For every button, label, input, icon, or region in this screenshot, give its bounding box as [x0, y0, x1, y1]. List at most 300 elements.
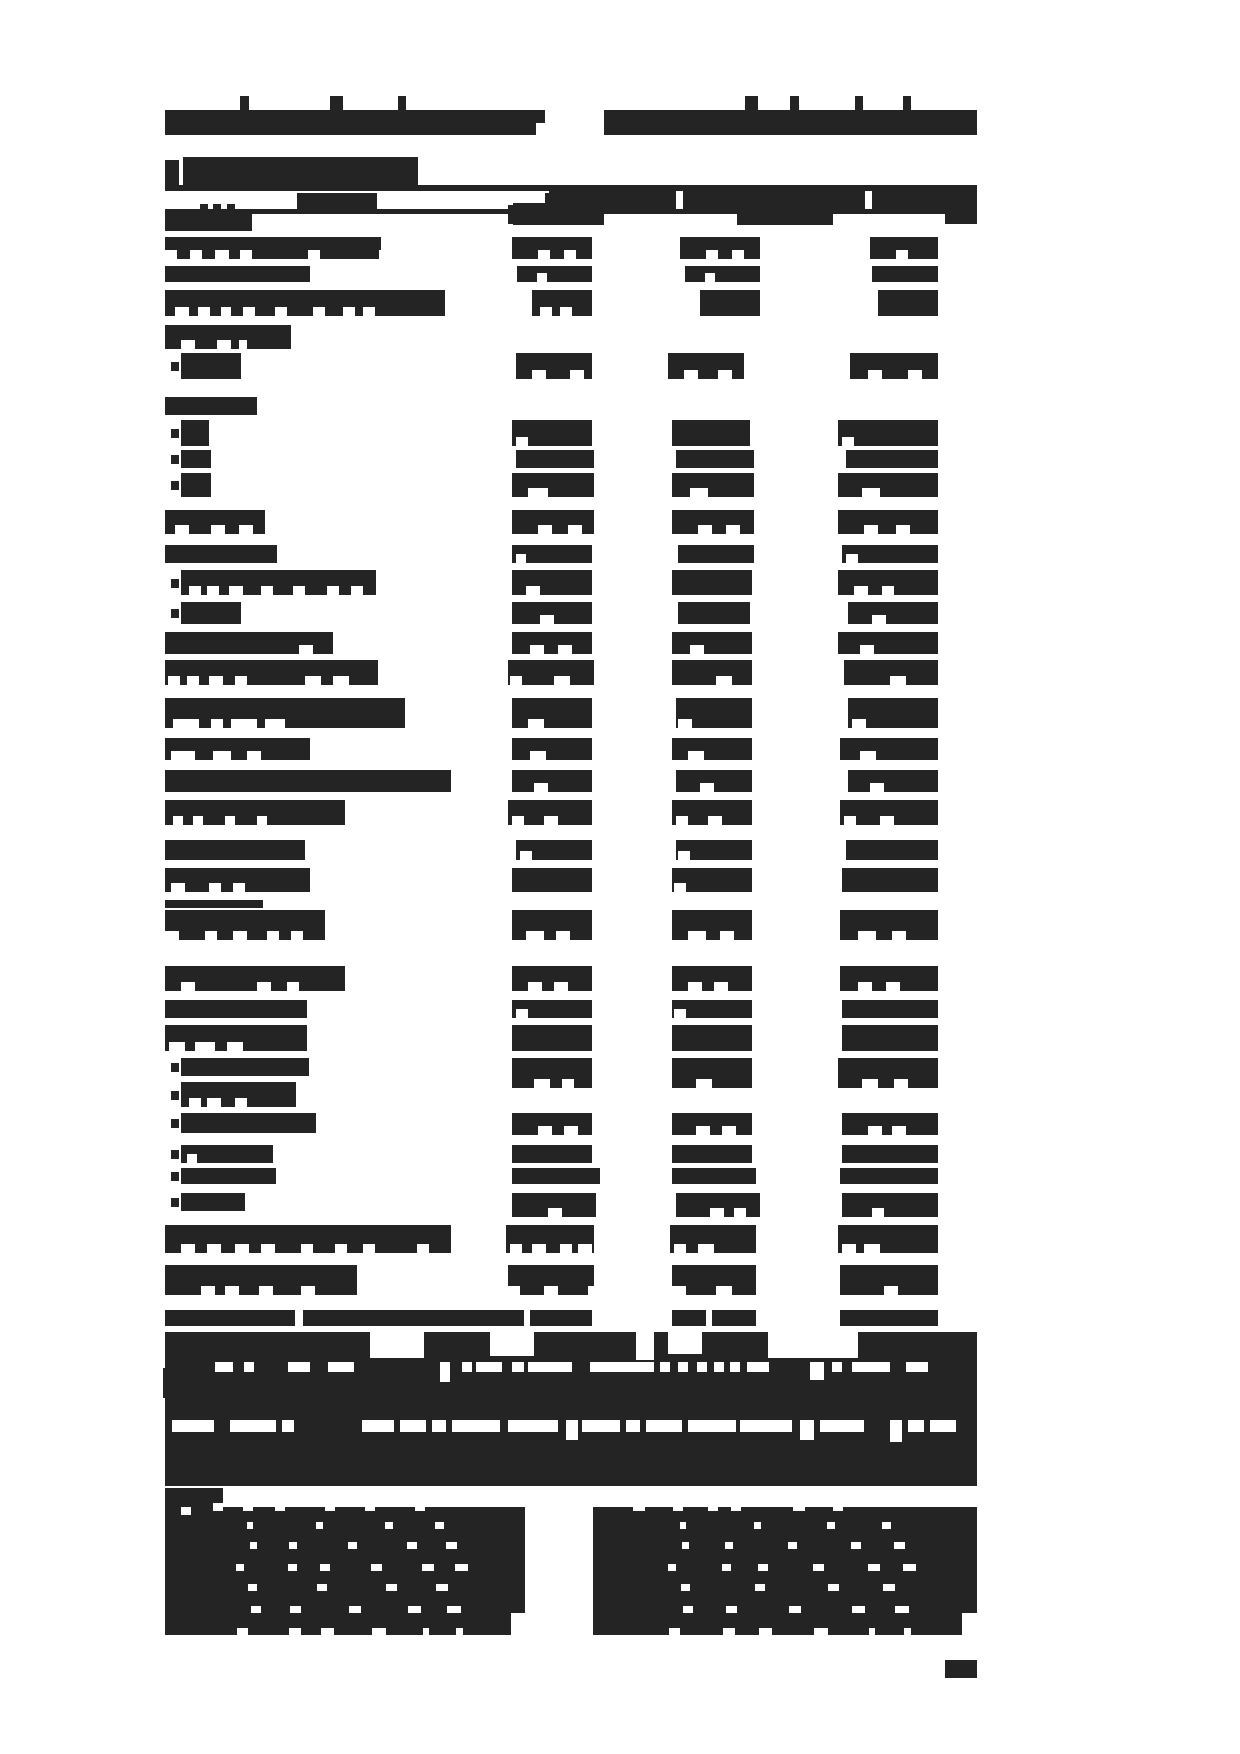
paragraph-word-gap — [832, 1362, 842, 1372]
table-cell-value — [512, 738, 592, 760]
paragraph-word-gap — [288, 1362, 310, 1372]
paragraph-word-gap — [566, 1420, 578, 1440]
paragraph-line — [163, 1368, 977, 1398]
value-descender-gap — [676, 816, 688, 825]
value-descender-gap — [578, 1244, 592, 1253]
value-descender-gap — [896, 525, 910, 534]
row-bullet — [171, 362, 179, 371]
label-descender-gap — [287, 982, 299, 991]
table-row-label — [181, 1058, 309, 1076]
table-cell-value — [850, 353, 938, 379]
value-descender-gap — [690, 645, 704, 654]
paragraph-word-gap — [582, 1420, 620, 1432]
paragraph-word-gap — [768, 1332, 858, 1358]
table-cell-value — [672, 1058, 752, 1088]
value-descender-gap — [510, 1244, 522, 1253]
value-descender-gap — [570, 370, 584, 379]
table-cell-value — [512, 966, 592, 991]
paragraph-word-gap — [820, 1420, 864, 1432]
paragraph-descender-gap — [428, 1486, 438, 1496]
footnote-word-gap — [852, 1606, 865, 1613]
value-descender-gap — [688, 751, 704, 760]
label-descender-gap — [343, 307, 355, 316]
value-descender-gap — [690, 488, 708, 497]
label-descender-gap — [187, 676, 199, 685]
footnote-word-gap — [408, 1606, 421, 1613]
value-descender-gap — [674, 883, 686, 892]
row-bullet — [171, 481, 179, 490]
value-descender-gap — [564, 1126, 578, 1135]
column-header-redaction — [165, 209, 252, 231]
table-cell-value — [840, 910, 938, 940]
table-cell-value — [840, 738, 938, 760]
paragraph-word-gap — [440, 1362, 450, 1382]
label-descender-gap — [225, 1286, 239, 1295]
footnote-word-gap — [237, 1628, 248, 1635]
paragraph-descender-gap — [762, 1486, 772, 1496]
label-descender-gap — [243, 307, 255, 316]
table-row-label — [181, 1168, 276, 1184]
value-descender-gap — [892, 1126, 906, 1135]
paragraph-word-gap — [490, 1332, 534, 1356]
value-descender-gap — [842, 1244, 856, 1253]
value-descender-gap — [846, 554, 858, 563]
value-descender-gap — [674, 1009, 686, 1018]
label-descender-gap — [229, 586, 243, 595]
table-cell-value — [872, 266, 938, 282]
value-descender-gap — [842, 437, 854, 446]
row-bullet — [171, 579, 179, 588]
footnote-word-gap — [423, 1628, 429, 1635]
label-descender-gap — [301, 1244, 313, 1253]
value-descender-gap — [562, 1079, 574, 1088]
value-descender-gap — [872, 1208, 884, 1217]
value-descender-gap — [516, 554, 526, 563]
value-descender-gap — [512, 816, 524, 825]
paragraph-word-gap — [906, 1362, 928, 1372]
footnote-word-gap — [814, 1628, 828, 1635]
table-cell-value — [700, 290, 760, 316]
paragraph-word-gap — [660, 1362, 670, 1372]
value-descender-gap — [860, 751, 876, 760]
value-descender-gap — [858, 982, 872, 991]
value-descender-gap — [716, 1286, 732, 1295]
footnote-word-gap — [371, 1564, 382, 1571]
value-descender-gap — [538, 1126, 552, 1135]
label-descender-gap — [305, 676, 321, 685]
label-descender-gap — [187, 1154, 197, 1163]
footnote-line — [593, 1591, 977, 1613]
label-descender-gap — [308, 250, 320, 259]
value-descender-gap — [560, 307, 572, 316]
table-cell-value — [672, 660, 752, 685]
label-descender-gap — [239, 340, 247, 349]
column-header-redaction — [604, 204, 612, 211]
value-descender-gap — [908, 370, 922, 379]
table-cell-value — [840, 1310, 938, 1326]
value-descender-gap — [698, 525, 712, 534]
value-descender-gap — [548, 1208, 562, 1217]
label-descender-gap — [257, 816, 267, 825]
paragraph-word-gap — [370, 1332, 424, 1358]
paragraph-word-gap — [230, 1420, 276, 1432]
label-descender-gap — [221, 307, 231, 316]
row-bullet — [171, 1198, 179, 1207]
paragraph-word-gap — [890, 1420, 902, 1442]
paragraph-word-gap — [476, 1362, 502, 1372]
footnote-word-gap — [288, 1564, 297, 1571]
label-descender-gap — [193, 816, 203, 825]
footnote-word-gap — [436, 1584, 448, 1591]
value-descender-gap — [520, 851, 532, 860]
paragraph-word-gap — [714, 1362, 724, 1372]
column-header-redaction — [297, 193, 377, 209]
value-descender-gap — [526, 931, 544, 940]
footnote-ascender-gap — [708, 1503, 718, 1511]
table-cell-value — [512, 570, 592, 595]
label-descender-gap — [181, 982, 195, 991]
footnote-word-gap — [789, 1606, 801, 1613]
table-cell-value — [672, 1168, 756, 1184]
table-cell-value — [680, 237, 760, 259]
footnote-word-gap — [317, 1584, 327, 1591]
label-descender-gap — [198, 307, 210, 316]
paragraph-descender-gap — [632, 1486, 642, 1496]
footnote-word-gap — [895, 1606, 909, 1613]
table-row-label — [165, 698, 405, 728]
value-descender-gap — [528, 982, 542, 991]
paragraph-word-gap — [432, 1420, 446, 1432]
paragraph-word-gap — [452, 1420, 500, 1432]
footnote-ascender-gap — [633, 1503, 645, 1511]
footnote-word-gap — [726, 1606, 737, 1613]
label-descender-gap — [201, 1286, 215, 1295]
row-bullet — [171, 429, 179, 438]
value-descender-gap — [705, 273, 715, 282]
column-header-redaction — [737, 203, 833, 225]
footnote-word-gap — [754, 1522, 761, 1529]
table-cell-value — [672, 966, 752, 991]
value-descender-gap — [508, 1286, 520, 1295]
value-descender-gap — [540, 615, 554, 624]
table-cell-value — [672, 738, 752, 760]
table-cell-value — [512, 473, 594, 497]
value-descender-gap — [674, 1244, 686, 1253]
footnote-line — [165, 1549, 525, 1571]
column-header-redaction — [213, 204, 221, 211]
title-ascender — [398, 96, 406, 110]
value-descender-gap — [588, 1286, 596, 1295]
value-descender-gap — [722, 1126, 736, 1135]
footnote-word-gap — [321, 1628, 334, 1635]
label-descender-gap — [213, 751, 231, 760]
table-row-label — [181, 473, 211, 497]
table-cell-value — [512, 632, 592, 654]
column-header-redaction — [200, 204, 208, 211]
value-descender-gap — [672, 1286, 686, 1295]
footnote-ascender-gap — [833, 1503, 843, 1511]
label-descender-gap — [217, 340, 231, 349]
value-descender-gap — [870, 783, 884, 792]
value-descender-gap — [696, 1079, 712, 1088]
label-descender-gap — [209, 676, 223, 685]
value-descender-gap — [688, 982, 702, 991]
footnote-line — [165, 1529, 525, 1549]
label-descender-gap — [233, 883, 245, 892]
footnote-word-gap — [894, 1542, 905, 1549]
value-descender-gap — [862, 1079, 878, 1088]
footnote-word-gap — [320, 1564, 330, 1571]
title-redaction — [604, 110, 977, 135]
paragraph-word-gap — [636, 1332, 654, 1360]
footnote-ascender-gap — [243, 1503, 253, 1511]
value-descender-gap — [844, 816, 856, 825]
paragraph-word-gap — [740, 1420, 792, 1432]
table-cell-value — [838, 473, 938, 497]
footnote-word-gap — [289, 1628, 301, 1635]
value-descender-gap — [554, 676, 570, 685]
footnote-word-gap — [681, 1584, 690, 1591]
label-descender-gap — [261, 1244, 275, 1253]
label-descender-gap — [259, 1286, 273, 1295]
row-bullet — [171, 1119, 179, 1128]
column-header-redaction — [513, 203, 604, 225]
paragraph-word-gap — [215, 1362, 233, 1372]
footnote-word-gap — [882, 1522, 891, 1529]
label-descender-gap — [175, 307, 189, 316]
footnote-ascender-gap — [325, 1503, 335, 1511]
value-descender-gap — [890, 676, 906, 685]
table-cell-value — [676, 770, 752, 792]
label-descender-gap — [335, 1244, 347, 1253]
label-descender-gap — [207, 586, 219, 595]
label-descender-gap — [211, 525, 225, 534]
label-descender-gap — [235, 1098, 247, 1107]
row-bullet — [171, 609, 179, 618]
value-descender-gap — [544, 816, 558, 825]
footnote-word-gap — [446, 1542, 457, 1549]
table-cell-value — [685, 266, 760, 282]
label-descender-gap — [225, 816, 235, 825]
label-descender-gap — [189, 586, 201, 595]
label-descender-gap — [171, 751, 195, 760]
paragraph-line — [165, 1462, 977, 1486]
table-cell-value — [512, 770, 592, 792]
label-descender-gap — [333, 676, 349, 685]
table-row-label — [165, 770, 451, 792]
table-cell-value — [678, 602, 750, 624]
paragraph-word-gap — [688, 1420, 736, 1432]
footnote-word-gap — [248, 1584, 257, 1591]
table-cell-value — [842, 868, 938, 892]
label-descender-gap — [190, 250, 202, 259]
footnote-word-gap — [758, 1564, 768, 1571]
table-cell-value — [512, 1058, 592, 1088]
label-descender-gap — [169, 1042, 185, 1051]
value-descender-gap — [510, 676, 522, 685]
label-descender-gap — [291, 931, 303, 940]
table-cell-value — [512, 1168, 600, 1184]
table-cell-value — [512, 698, 592, 728]
footnote-word-gap — [247, 1522, 253, 1529]
footnote-word-gap — [869, 1628, 875, 1635]
paragraph-word-gap — [172, 1420, 214, 1432]
paragraph-word-gap — [528, 1362, 572, 1372]
value-descender-gap — [558, 645, 572, 654]
paragraph-word-gap — [512, 1362, 524, 1372]
table-cell-value — [842, 1000, 938, 1018]
label-descender-gap — [235, 676, 247, 685]
table-cell-value — [668, 353, 744, 379]
footnote-line — [165, 1591, 525, 1613]
label-descender-gap — [175, 525, 189, 534]
value-descender-gap — [716, 676, 732, 685]
paragraph-word-gap — [646, 1420, 682, 1432]
value-descender-gap — [564, 250, 576, 259]
value-descender-gap — [720, 931, 734, 940]
label-descender-gap — [379, 250, 391, 259]
label-descender-gap — [209, 883, 221, 892]
label-descender-gap — [351, 586, 363, 595]
value-descender-gap — [710, 1208, 724, 1217]
label-descender-gap — [257, 982, 271, 991]
paragraph-word-gap — [590, 1362, 654, 1372]
label-descender-gap — [240, 250, 252, 259]
footnote-word-gap — [251, 1606, 261, 1613]
footnote-word-gap — [385, 1522, 393, 1529]
row-bullet — [171, 1063, 179, 1072]
value-descender-gap — [688, 931, 706, 940]
label-descender-gap — [233, 931, 247, 940]
column-header-redaction — [945, 205, 977, 224]
label-descender-gap — [299, 645, 313, 654]
footnote-ascender-gap — [415, 1503, 425, 1511]
label-descender-gap — [171, 883, 185, 892]
footnote-word-gap — [722, 1564, 731, 1571]
label-descender-gap — [301, 1286, 315, 1295]
footnote-word-gap — [883, 1584, 895, 1591]
table-cell-value — [672, 570, 752, 595]
footnote-word-gap — [407, 1542, 417, 1549]
footnote-word-gap — [316, 1522, 323, 1529]
table-cell-value — [878, 290, 938, 316]
paragraph-descender-gap — [664, 1486, 674, 1496]
value-descender-gap — [568, 525, 582, 534]
table-cell-value — [672, 1310, 706, 1326]
label-descender-gap — [267, 931, 279, 940]
label-descender-gap — [207, 1098, 221, 1107]
table-cell-value — [512, 868, 592, 892]
footnote-word-gap — [813, 1564, 824, 1571]
value-descender-gap — [530, 645, 544, 654]
value-descender-gap — [530, 751, 546, 760]
footnote-word-gap — [723, 1628, 735, 1635]
page-number-redaction — [945, 1660, 977, 1678]
table-row-label — [181, 1113, 316, 1133]
paragraph-word-gap — [282, 1420, 294, 1432]
footnote-word-gap — [904, 1628, 911, 1635]
table-row-label — [181, 420, 209, 446]
footnote-word-gap — [851, 1542, 861, 1549]
footnote-ascender-gap — [731, 1503, 741, 1511]
table-cell-value — [848, 602, 938, 624]
table-total-value — [303, 1310, 520, 1326]
table-row-label — [165, 1310, 295, 1326]
paragraph-word-gap — [810, 1362, 824, 1380]
value-descender-gap — [892, 931, 906, 940]
table-cell-value — [712, 1310, 756, 1326]
label-descender-gap — [168, 676, 180, 685]
value-descender-gap — [864, 525, 878, 534]
footnote-line — [165, 1571, 525, 1591]
table-row-label — [181, 353, 241, 379]
label-descender-gap — [363, 1244, 375, 1253]
paragraph-word-gap — [244, 1362, 254, 1372]
table-cell-value — [512, 237, 592, 259]
title-ascender — [330, 96, 343, 110]
footnote-word-gap — [348, 1542, 357, 1549]
table-cell-value — [672, 910, 752, 940]
footnote-line — [593, 1529, 977, 1549]
table-cell-value — [838, 510, 938, 534]
label-descender-gap — [165, 931, 179, 940]
label-descender-gap — [417, 1244, 429, 1253]
footnote-word-gap — [759, 1628, 772, 1635]
footnote-word-gap — [447, 1606, 461, 1613]
value-descender-gap — [894, 1079, 908, 1088]
paragraph-word-gap — [852, 1362, 890, 1372]
footnote-word-gap — [456, 1628, 463, 1635]
footnote-word-gap — [680, 1522, 686, 1529]
table-cell-value — [840, 1168, 938, 1184]
row-bullet — [171, 1091, 179, 1100]
value-descender-gap — [734, 1208, 746, 1217]
table-cell-value — [517, 266, 592, 282]
value-descender-gap — [880, 816, 894, 825]
label-descender-gap — [195, 1042, 215, 1051]
label-descender-gap — [205, 931, 217, 940]
table-cell-value — [530, 1310, 592, 1326]
table-cell-value — [672, 510, 754, 534]
table-cell-value — [672, 1113, 752, 1135]
paragraph-word-gap — [328, 1362, 354, 1372]
label-descender-gap — [211, 719, 223, 728]
value-descender-gap — [872, 615, 886, 624]
paragraph-descender-gap — [537, 1486, 547, 1496]
paragraph-word-gap — [930, 1420, 956, 1432]
value-descender-gap — [532, 1244, 546, 1253]
paragraph-word-gap — [800, 1420, 814, 1440]
value-descender-gap — [556, 931, 570, 940]
table-cell-value — [838, 632, 938, 654]
title-ascender — [790, 96, 799, 110]
paragraph-word-gap — [400, 1420, 426, 1432]
table-row-label — [181, 1193, 245, 1211]
value-descender-gap — [528, 488, 548, 497]
paragraph-word-gap — [908, 1420, 924, 1432]
subtitle-redaction — [165, 160, 179, 185]
table-row-label — [165, 397, 257, 415]
footnote-line — [593, 1549, 977, 1571]
value-descender-gap — [540, 307, 552, 316]
footnote-word-gap — [828, 1584, 839, 1591]
value-descender-gap — [714, 982, 728, 991]
label-descender-gap — [235, 1244, 249, 1253]
footnote-word-gap — [236, 1564, 244, 1571]
table-cell-value — [672, 473, 754, 497]
value-descender-gap — [886, 982, 900, 991]
footnote-word-gap — [250, 1542, 257, 1549]
